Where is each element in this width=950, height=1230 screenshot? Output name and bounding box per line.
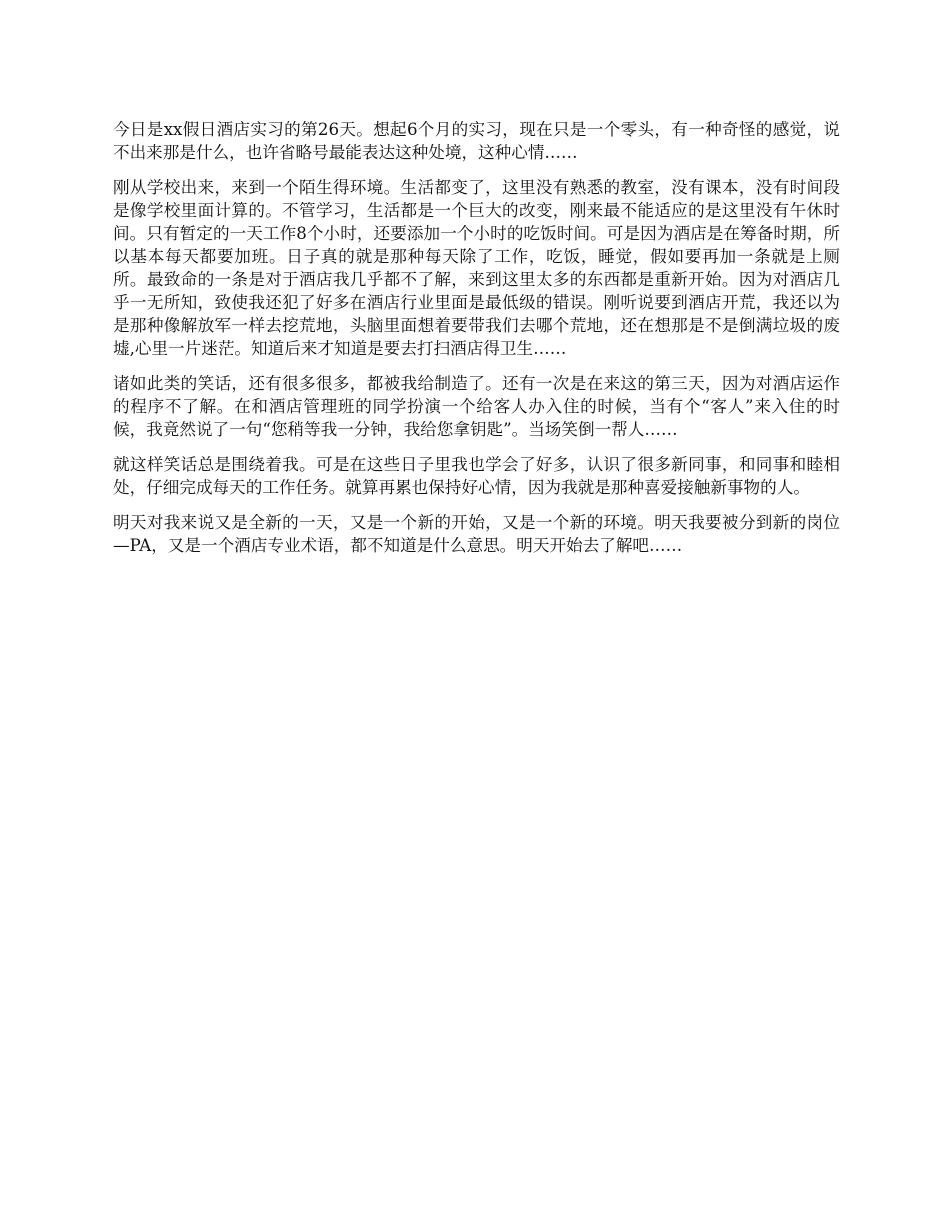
paragraph-2: 刚从学校出来，来到一个陌生得环境。生活都变了，这里没有熟悉的教室，没有课本，没有时间段是像学校里面计算的。不管学习，生活都是一个巨大的改变，刚来最不能适应的是这里没有午休时间。只有暂定的一天工作8个小时，还要添加一个小时的吃饭时间。可是因为酒店是在筹备时期，所以基本每天都要加班。日子真的就是那种每天除了工作，吃饭，睡觉，假如要再加一条就是上厕所。最致命的一条是对于酒店我几乎都不了解，来到这里太多的东西都是重新开始。因为对酒店几乎一无所知，致使我还犯了好多在酒店行业里面是最低级的错误。刚听说要到酒店开荒，我还以为是那种像解放军一样去挖荒地，头脑里面想着要带我们去哪个荒地，还在想那是不是倒满垃圾的废墟,心里一片迷茫。知道后来才知道是要去打扫酒店得卫生…… [113, 178, 840, 358]
paragraph-5: 明天对我来说又是全新的一天，又是一个新的开始，又是一个新的环境。明天我要被分到新的岗位—PA，又是一个酒店专业术语，都不知道是什么意思。明天开始去了解吧…… [113, 513, 840, 555]
document-body [113, 118, 840, 569]
paragraph-4: 就这样笑话总是围绕着我。可是在这些日子里我也学会了好多，认识了很多新同事，和同事和睦相处，仔细完成每天的工作任务。就算再累也保持好心情，因为我就是那种喜爱接触新事物的人。 [113, 455, 840, 497]
paragraph-1: 今日是xx假日酒店实习的第26天。想起6个月的实习，现在只是一个零头，有一种奇怪的感觉，说不出来那是什么，也许省略号最能表达这种处境，这种心情…… [113, 120, 840, 162]
paragraph-3: 诸如此类的笑话，还有很多很多，都被我给制造了。还有一次是在来这的第三天，因为对酒店运作的程序不了解。在和酒店管理班的同学扮演一个给客人办入住的时候，当有个“客人”来入住的时候，我竟然说了一句“您稍等我一分钟，我给您拿钥匙”。当场笑倒一帮人…… [113, 374, 840, 439]
